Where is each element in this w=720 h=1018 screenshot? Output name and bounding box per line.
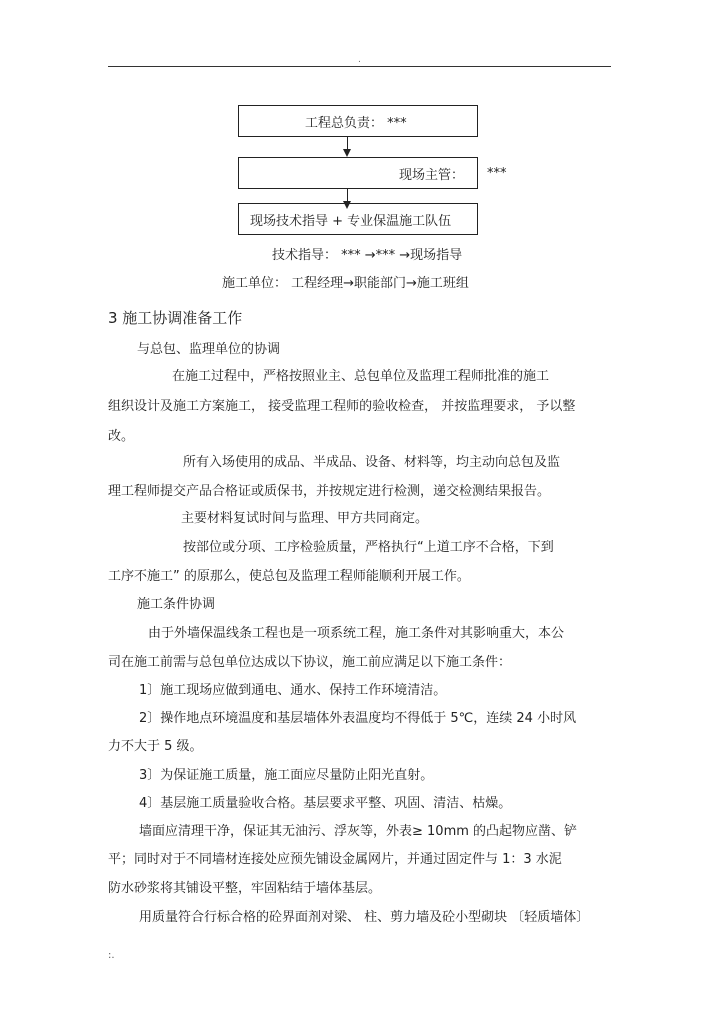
section-title: 3 施工协调准备工作 (108, 309, 243, 327)
header-mark: . (358, 55, 361, 65)
flow-box-site-manager-label: 现场主管： (399, 167, 465, 183)
flow-site-manager-name: *** (487, 166, 507, 181)
flow-box-tech-team (238, 203, 478, 235)
footer-mark: :. (108, 950, 115, 961)
subheading-coordination: 与总包、监理单位的协调 (137, 342, 281, 357)
condition-item-3: 3〕为保证施工质量，施工面应尽量防止阳光直射。 (139, 768, 434, 783)
paragraph-7: 用质量符合行标合格的砼界面剂对梁、 柱、剪力墙及砼小型砌块 〔轻质墙体〕 (139, 910, 590, 925)
paragraph-2-line-1: 所有入场使用的成品、半成品、设备、材料等，均主动向总包及监 (183, 455, 561, 470)
condition-item-2-line-2: 力不大于 5 级。 (108, 739, 203, 754)
flow-connector-1 (347, 137, 348, 149)
flow-box-chief-label: 工程总负责： *** (305, 115, 407, 131)
flow-box-site-manager (238, 157, 478, 189)
condition-item-4: 4〕基层施工质量验收合格。基层要求平整、巩固、清洁、枯燥。 (139, 796, 512, 811)
flow-arrow-1 (343, 149, 351, 157)
paragraph-6-line-2: 平；同时对于不同墙材连接处应预先铺设金属网片，并通过固定件与 1：3 水泥 (108, 852, 562, 867)
paragraph-5-line-2: 司在施工前需与总包单位达成以下协议，施工前应满足以下施工条件： (108, 655, 512, 670)
header-rule (108, 66, 611, 67)
paragraph-1-line-2: 组织设计及施工方案施工， 接受监理工程师的验收检查， 并按监理要求， 予以整 (108, 399, 576, 414)
paragraph-4-line-2: 工序不施工” 的原那么，使总包及监理工程师能顺利开展工作。 (108, 569, 470, 584)
tech-guidance-line: 技术指导： *** →*** →现场指导 (272, 248, 463, 263)
construction-unit-line: 施工单位： 工程经理→职能部门→施工班组 (222, 276, 469, 291)
flow-box-tech-team-label: 现场技术指导 + 专业保温施工队伍 (250, 213, 452, 229)
paragraph-1-line-1: 在施工过程中，严格按照业主、总包单位及监理工程师批准的施工 (172, 369, 550, 384)
flow-connector-2 (347, 189, 348, 201)
condition-item-2-line-1: 2〕操作地点环境温度和基层墙体外表温度均不得低于 5℃，连续 24 小时风 (139, 711, 577, 726)
subheading-conditions: 施工条件协调 (137, 597, 216, 612)
paragraph-5-line-1: 由于外墙保温线条工程也是一项系统工程，施工条件对其影响重大，本公 (148, 626, 565, 641)
paragraph-2-line-2: 理工程师提交产品合格证或质保书，并按规定进行检测，递交检测结果报告。 (108, 484, 551, 499)
paragraph-1-line-3: 改。 (108, 429, 135, 444)
condition-item-1: 1〕施工现场应做到通电、通水、保持工作环境清洁。 (139, 683, 447, 698)
paragraph-3: 主要材料复试时间与监理、甲方共同商定。 (181, 511, 429, 526)
paragraph-6-line-3: 防水砂浆将其铺设平整，牢固粘结于墙体基层。 (108, 881, 382, 896)
paragraph-4-line-1: 按部位或分项、工序检验质量，严格执行“上道工序不合格，下到 (183, 540, 554, 555)
paragraph-6-line-1: 墙面应清理干净，保证其无油污、浮灰等，外表≥ 10mm 的凸起物应凿、铲 (139, 824, 578, 839)
flow-box-chief (238, 105, 478, 137)
